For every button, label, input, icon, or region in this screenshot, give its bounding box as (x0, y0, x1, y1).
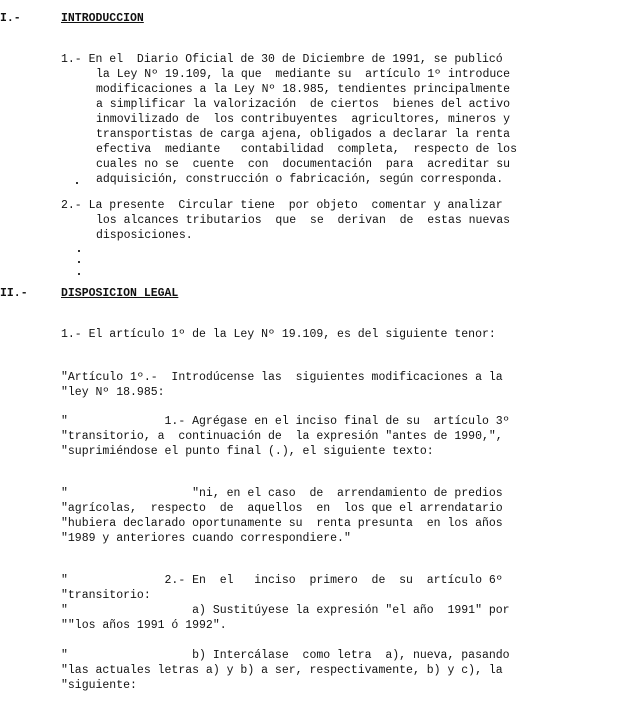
text-line: " b) Intercálase como letra a), nueva, pasando (61, 649, 510, 662)
text-line: modificaciones a la Ley Nº 18.985, tendientes principalmente (96, 83, 511, 96)
text-line: ""los años 1991 ó 1992". (61, 619, 227, 632)
text-line: "transitorio, a continuación de la expresión "antes de 1990,", (61, 430, 503, 443)
text-line: 2.- La presente Circular tiene por objeto comentar y analizar (61, 199, 503, 212)
text-line: 1.- En el Diario Oficial de 30 de Diciembre de 1991, se publicó (61, 53, 503, 66)
text-line: transportistas de carga ajena, obligados a declarar la renta (96, 128, 511, 141)
section-1-number: I.- (0, 12, 21, 25)
text-line: disposiciones. (96, 229, 193, 242)
section-1-title: INTRODUCCION (61, 12, 144, 25)
text-line: "1989 y anteriores cuando correspondiere." (61, 532, 351, 545)
text-line: "hubiera declarado oportunamente su renta presunta en los años (61, 517, 503, 530)
text-line: "ley Nº 18.985: (61, 386, 165, 399)
scan-speck (78, 273, 80, 275)
text-line: " 1.- Agrégase en el inciso final de su artículo 3º (61, 415, 510, 428)
scan-speck (76, 182, 78, 184)
text-line: "suprimiéndose el punto final (.), el siguiente texto: (61, 445, 434, 458)
scan-speck (78, 250, 80, 252)
text-line: "transitorio: (61, 589, 151, 602)
text-line: "las actuales letras a) y b) a ser, respectivamente, b) y c), la (61, 664, 503, 677)
text-line: cuales no se cuente con documentación para acreditar su (96, 158, 511, 171)
text-line: adquisición, construcción o fabricación, según corresponda. (96, 173, 504, 186)
text-line: " "ni, en el caso de arrendamiento de predios (61, 487, 503, 500)
text-line: "Artículo 1º.- Introdúcense las siguientes modificaciones a la (61, 371, 503, 384)
paragraph-3: 1.- El artículo 1º de la Ley Nº 19.109, es del siguiente tenor: (61, 328, 496, 341)
text-line: " a) Sustitúyese la expresión "el año 1991" por (61, 604, 510, 617)
text-line: inmovilizado de los contribuyentes agricultores, mineros y (96, 113, 511, 126)
section-2-number: II.- (0, 287, 28, 300)
text-line: a simplificar la valorización de ciertos bienes del activo (96, 98, 511, 111)
text-line: efectiva mediante contabilidad completa, respecto de los (96, 143, 517, 156)
scan-speck (78, 261, 80, 263)
text-line: "siguiente: (61, 679, 137, 692)
text-line: los alcances tributarios que se derivan de estas nuevas (96, 214, 511, 227)
section-2-title: DISPOSICION LEGAL (61, 287, 179, 300)
text-line: " 2.- En el inciso primero de su artículo 6º (61, 574, 503, 587)
text-line: la Ley Nº 19.109, la que mediante su artículo 1º introduce (96, 68, 511, 81)
text-line: "agrícolas, respecto de aquellos en los que el arrendatario (61, 502, 503, 515)
